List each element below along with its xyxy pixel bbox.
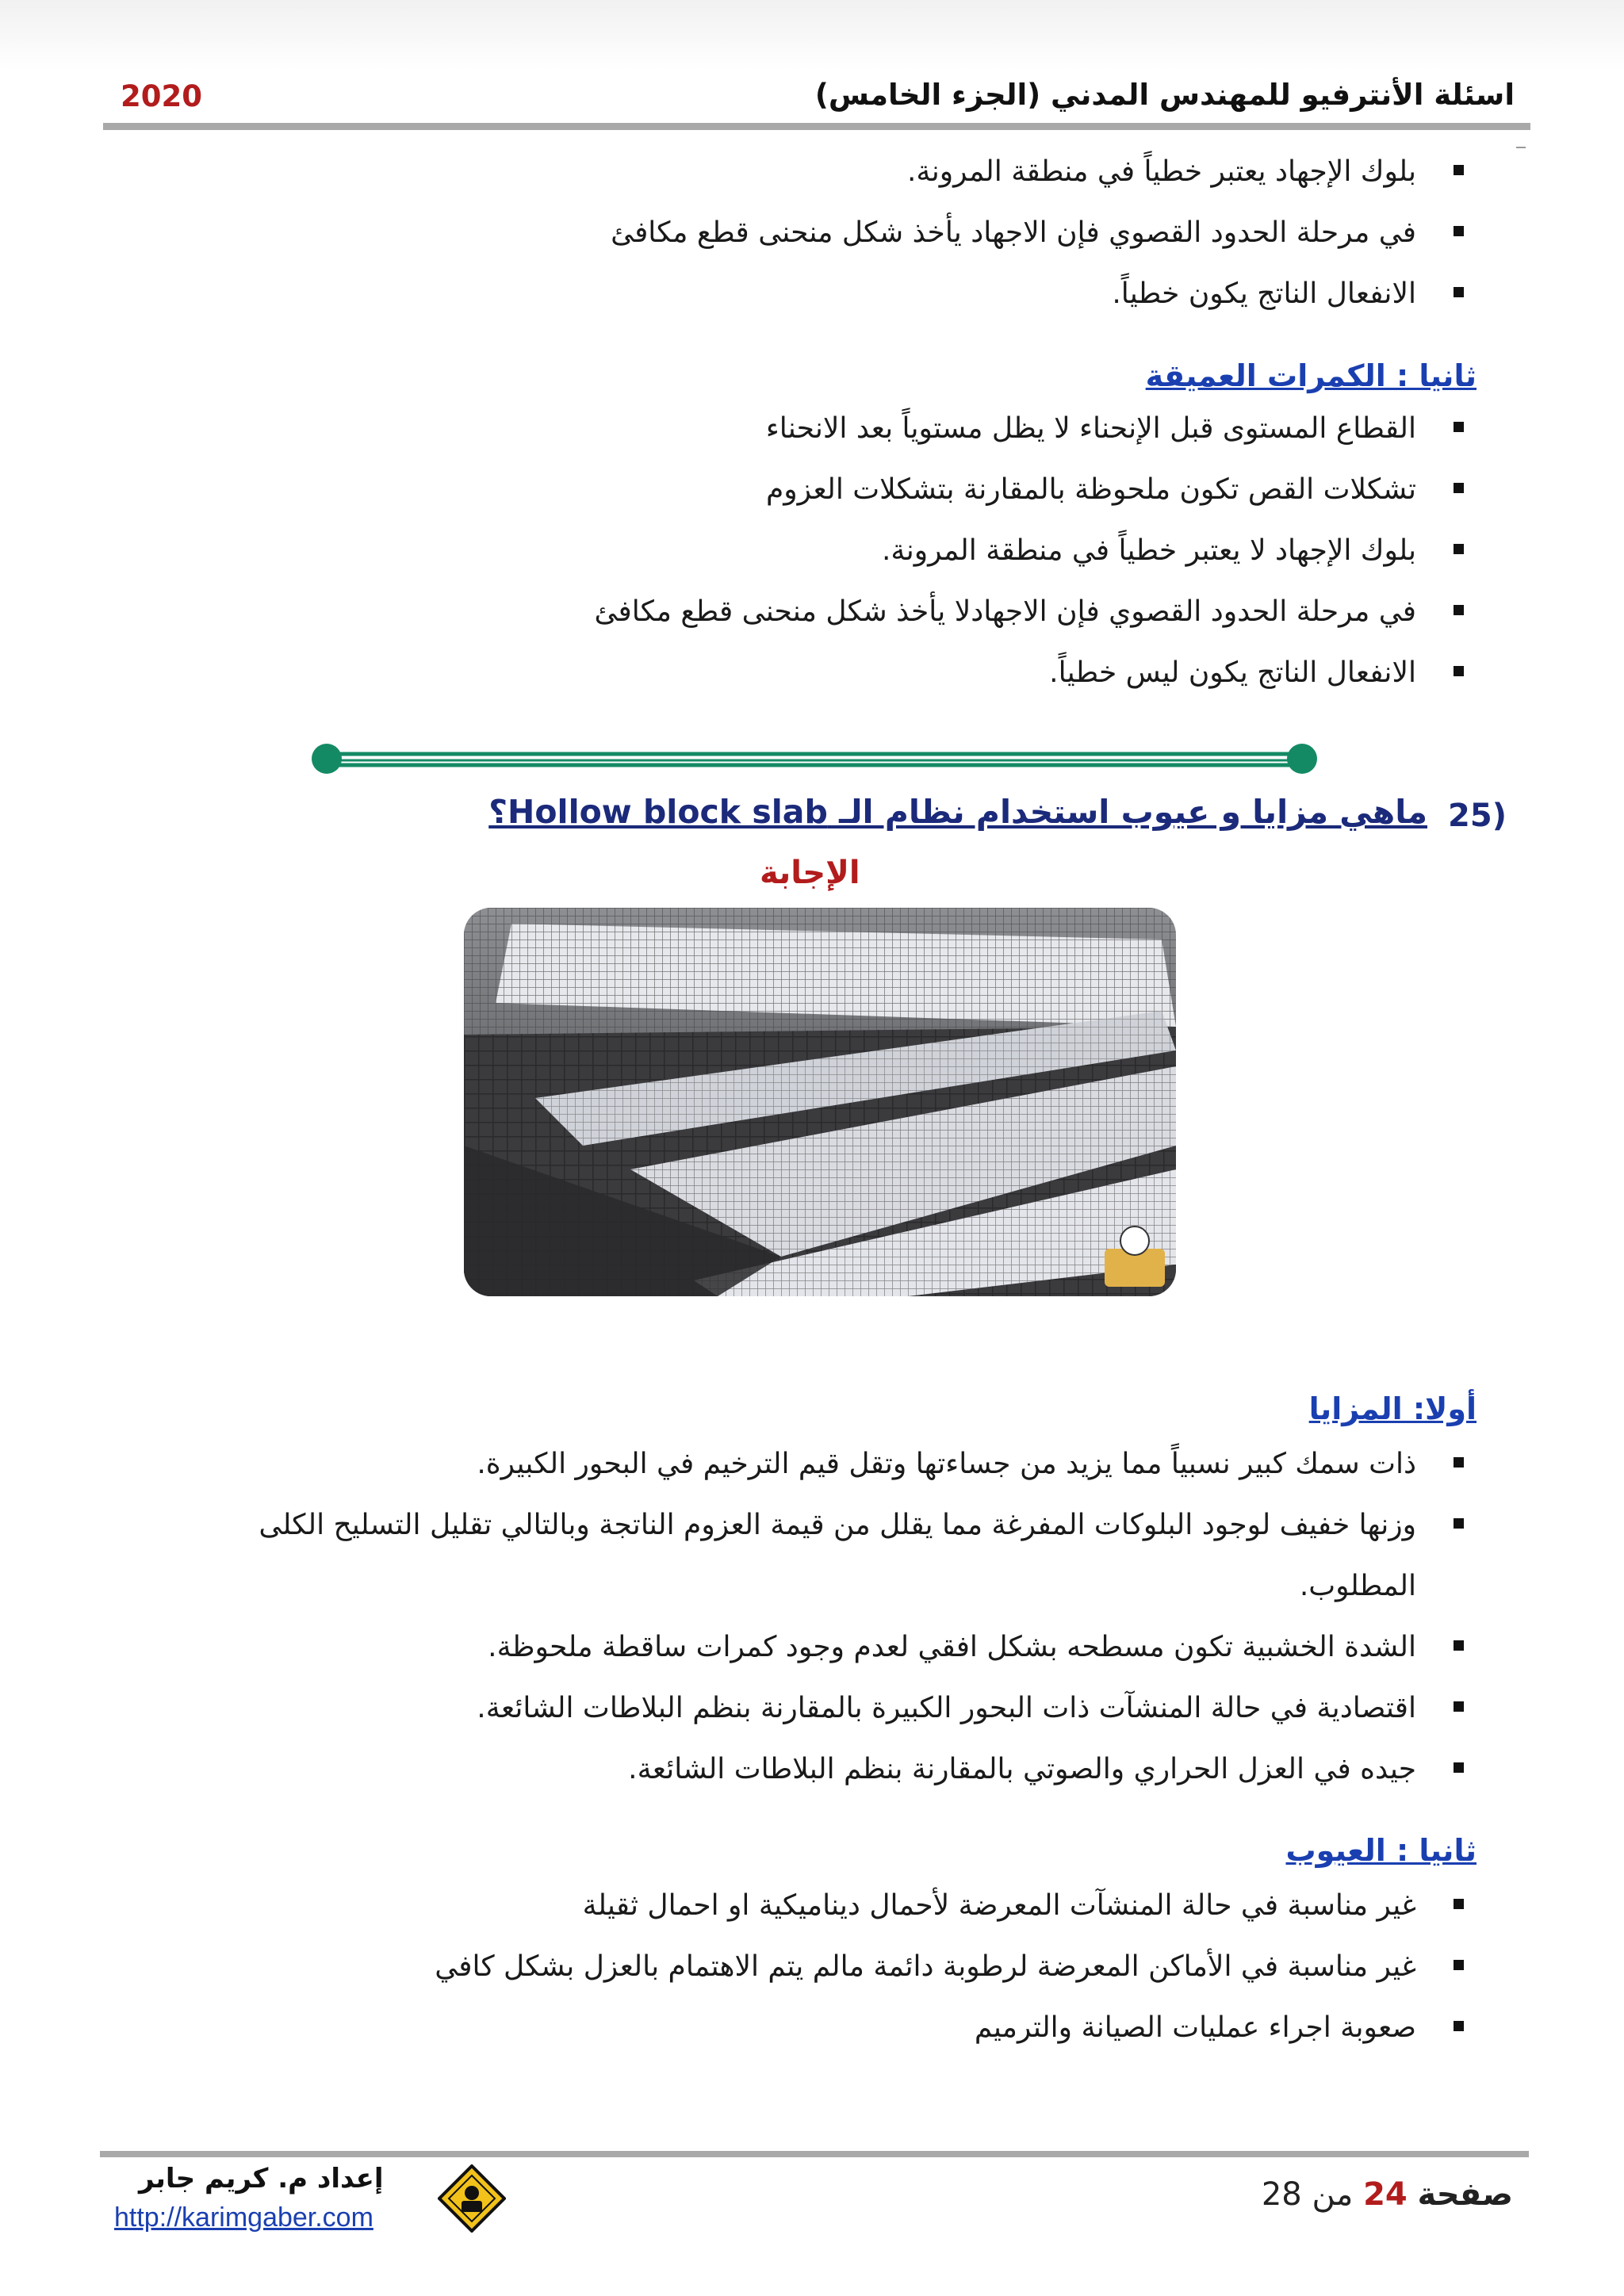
list-item: غير مناسبة في حالة المنشآت المعرضة لأحمال ديناميكية او احمال ثقيلة [435,1875,1416,1936]
page-number [1262,2176,1513,2213]
list-item: بلوك الإجهاد يعتبر خطياً في منطقة المرونة. [611,141,1416,202]
list-item: تشكلات القص تكون ملحوظة بالمقارنة بتشكلات العزوم [595,459,1416,520]
list-item: الشدة الخشبية تكون مسطحه بشكل افقي لعدم وجود كمرات ساقطة ملحوظة. [167,1617,1416,1678]
bullet-square-icon [1454,422,1464,432]
list-item: غير مناسبة في الأماكن المعرضة لرطوبة دائمة مالم يتم الاهتمام بالعزل بشكل كافي [435,1936,1416,1997]
answer-label: الإجابة [760,855,860,891]
disadvantages-list [435,1875,1416,2058]
page-of: من [1312,2176,1354,2213]
list-item: صعوبة اجراء عمليات الصيانة والترميم [435,1997,1416,2058]
question-text: ماهي مزايا و عيوب استخدام نظام الـ Hollow block slab؟ [488,793,1427,831]
bullet-square-icon [1454,483,1464,493]
list-item: الانفعال الناتج يكون ليس خطياً. [595,642,1416,703]
header-rule [103,123,1530,130]
list-item: اقتصادية في حالة المنشآت ذات البحور الكبيرة بالمقارنة بنظم البلاطات الشائعة. [167,1678,1416,1739]
page-label: صفحة [1417,2176,1513,2213]
list-item: وزنها خفيف لوجود البلوكات المفرغة مما يقلل من قيمة العزوم الناتجة وبالتالي تقليل التسليح الكلى المطلوب. [167,1494,1416,1617]
list-item: في مرحلة الحدود القصوي فإن الاجهادلا يأخذ شكل منحنى قطع مكافئ [595,581,1416,642]
footer-website-link[interactable]: http://karimgaber.com [114,2202,373,2233]
bullet-square-icon [1454,226,1464,236]
footer-rule [100,2151,1529,2157]
page-total: 28 [1261,2176,1302,2213]
section-divider [311,743,1318,775]
advantages-list [167,1433,1416,1800]
bullet-square-icon [1454,1640,1464,1651]
footer-author: إعداد م. كريم جابر [139,2163,384,2195]
bullet-square-icon [1454,1762,1464,1773]
deep-beams-list [595,398,1416,703]
header-title: اسئلة الأنترفيو للمهندس المدني (الجزء الخامس) [814,78,1515,112]
hollow-block-slab-photo [464,908,1176,1296]
top-bullet-list [611,141,1416,324]
list-item: في مرحلة الحدود القصوي فإن الاجهاد يأخذ شكل منحنى قطع مكافئ [611,202,1416,263]
list-item: بلوك الإجهاد لا يعتبر خطياً في منطقة المرونة. [595,520,1416,581]
header-year: 2020 [121,79,202,113]
bullet-square-icon [1454,544,1464,554]
bullet-square-icon [1454,2021,1464,2031]
page-top-shade [0,0,1624,71]
bullet-square-icon [1454,287,1464,297]
bullet-square-icon [1454,1701,1464,1712]
bullet-square-icon [1454,1960,1464,1970]
question-number: 25) [1448,798,1507,834]
page-header [103,78,1515,124]
bullet-square-icon [1454,1518,1464,1529]
list-item: القطاع المستوى قبل الإنحناء لا يظل مستوياً بعد الانحناء [595,398,1416,459]
bullet-square-icon [1454,1457,1464,1468]
bullet-square-icon [1454,165,1464,175]
list-item: ذات سمك كبير نسبياً مما يزيد من جساءتها وتقل قيم الترخيم في البحور الكبيرة. [167,1433,1416,1494]
bullet-square-icon [1454,666,1464,676]
author-logo-icon [438,2164,506,2233]
bullet-square-icon [1454,605,1464,615]
advantages-heading: أولا: المزايا [1308,1391,1477,1426]
deep-beams-heading: ثانيا : الكمرات العميقة [1145,358,1477,393]
header-tick [1516,147,1526,148]
disadvantages-heading: ثانيا : العيوب [1285,1833,1477,1868]
list-item: الانفعال الناتج يكون خطياً. [611,263,1416,324]
list-item: جيده في العزل الحراري والصوتي بالمقارنة بنظم البلاطات الشائعة. [167,1739,1416,1800]
page-current: 24 [1363,2176,1408,2213]
bullet-square-icon [1454,1899,1464,1909]
